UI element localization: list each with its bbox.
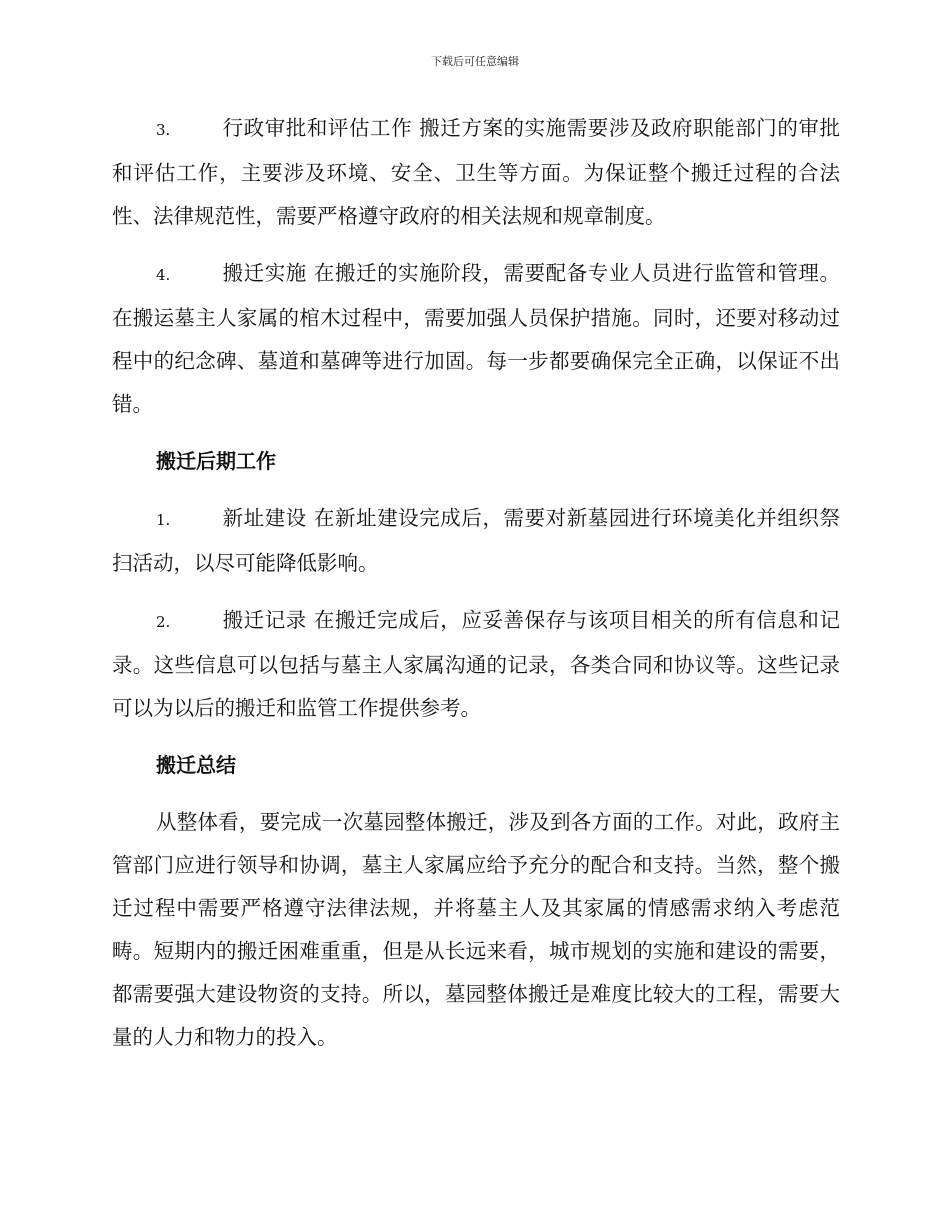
section-heading-post-work: 搬迁后期工作 [156, 449, 276, 473]
document-body [112, 107, 840, 1073]
list-item-number: 3. [156, 121, 171, 139]
list-item [112, 599, 840, 730]
section-heading-summary: 搬迁总结 [156, 753, 236, 777]
list-item-text: 搬迁记录 在搬迁完成后，应妥善保存与该项目相关的所有信息和记录。这些信息可以包括与墓主人家属沟通的记录，各类合同和协议等。这些记录可以为以后的搬迁和监管工作提供参考。 [112, 608, 840, 720]
list-item [112, 497, 840, 585]
list-item-text: 行政审批和评估工作 搬迁方案的实施需要涉及政府职能部门的审批和评估工作，主要涉及环境、安全、卫生等方面。为保证整个搬迁过程的合法性、法律规范性，需要严格遵守政府的相关法规和规章制度。 [112, 116, 840, 228]
list-item-number: 4. [156, 266, 171, 284]
list-item-number: 2. [156, 613, 171, 631]
list-item-text: 搬迁实施 在搬迁的实施阶段，需要配备专业人员进行监管和管理。在搬运墓主人家属的棺木过程中，需要加强人员保护措施。同时，还要对移动过程中的纪念碑、墓道和墓碑等进行加固。每一步都要确保完全正确，以保证不出错。 [112, 261, 840, 416]
list-item-text: 新址建设 在新址建设完成后，需要对新墓园进行环境美化并组织祭扫活动，以尽可能降低影响。 [112, 506, 840, 575]
summary-paragraph: 从整体看，要完成一次墓园整体搬迁，涉及到各方面的工作。对此，政府主管部门应进行领导和协调，墓主人家属应给予充分的配合和支持。当然，整个搬迁过程中需要严格遵守法律法规，并将墓主人及其家属的情感需求纳入考虑范畴。短期内的搬迁困难重重，但是从长远来看，城市规划的实施和建设的需要，都需要强大建设物资的支持。所以，墓园整体搬迁是难度比较大的工程，需要大量的人力和物力的投入。 [112, 810, 840, 1049]
page-header-note: 下载后可任意编辑 [431, 55, 519, 68]
list-item [112, 252, 840, 426]
list-item-number: 1. [156, 511, 171, 529]
list-item [112, 107, 840, 238]
